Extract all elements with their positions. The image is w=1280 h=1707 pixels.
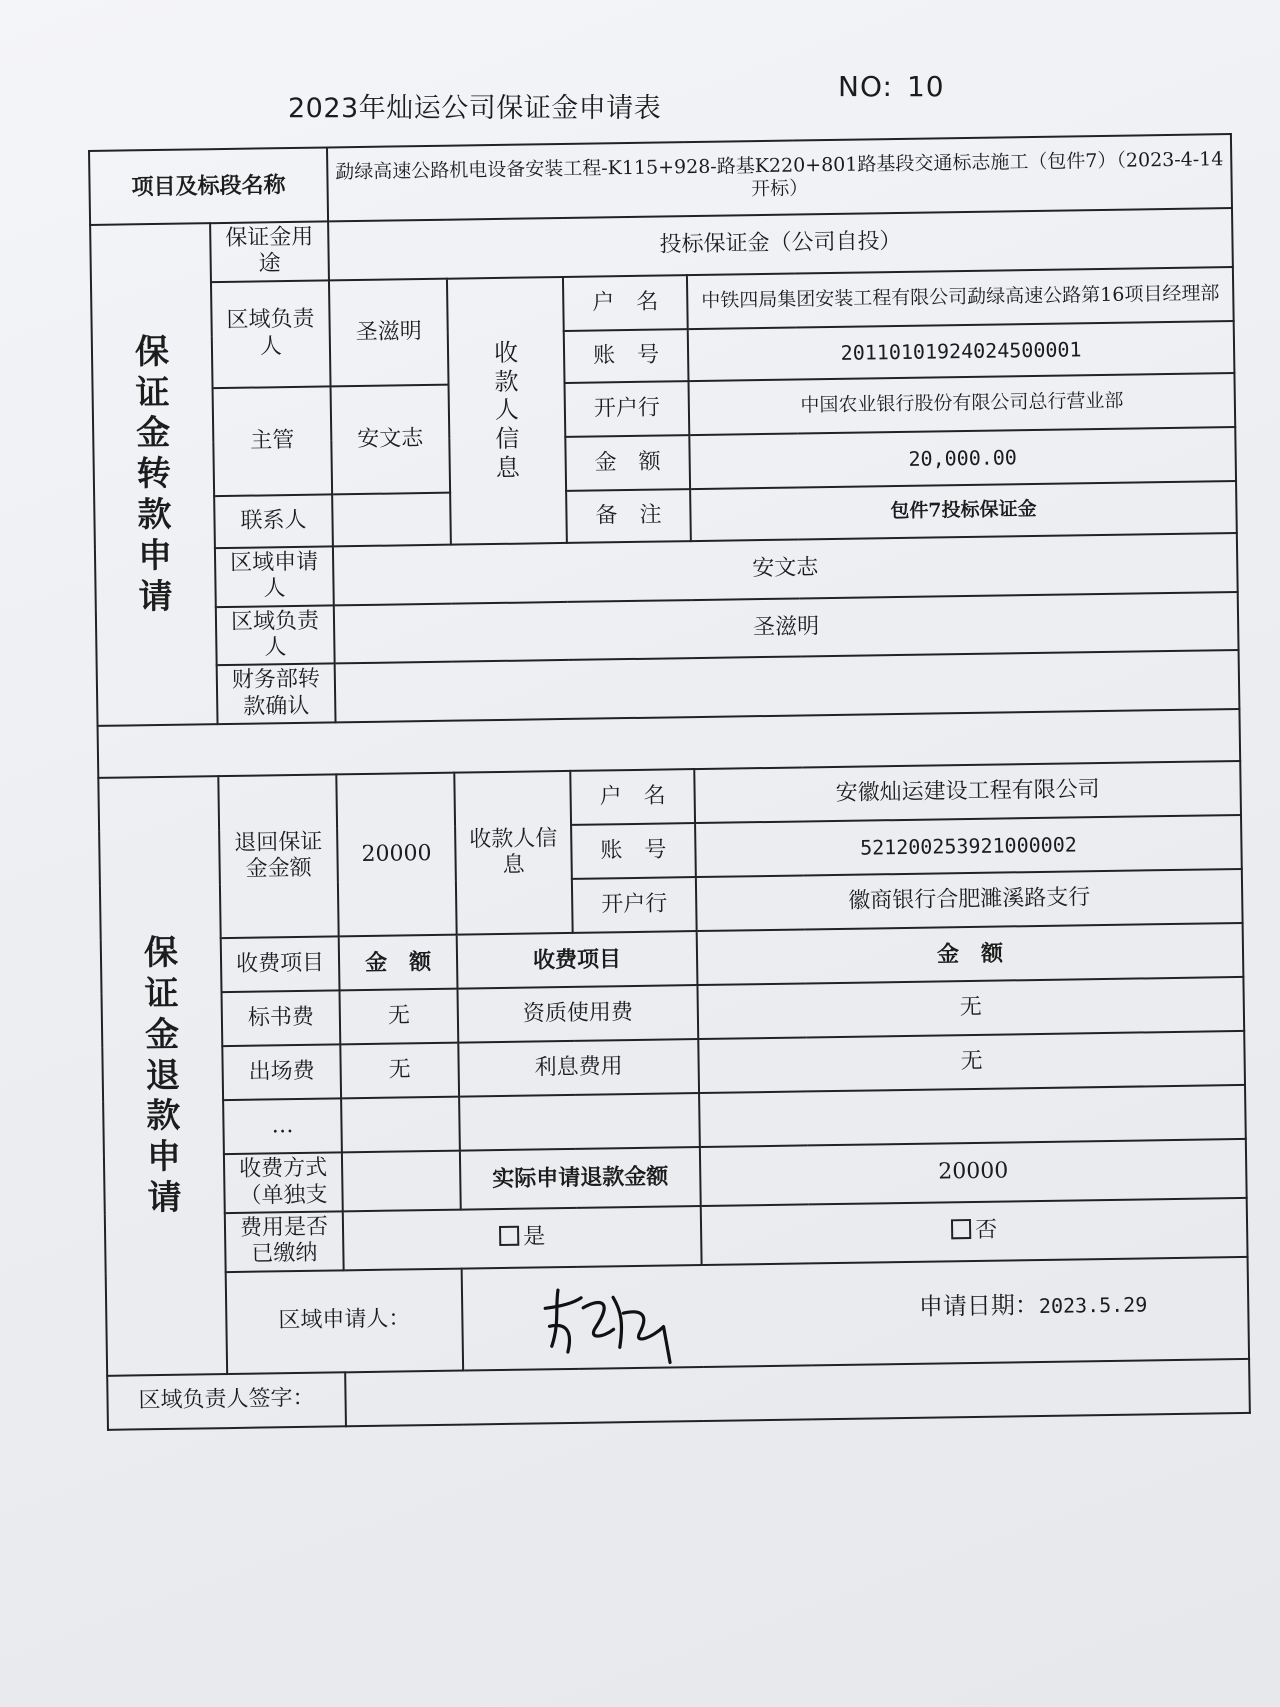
refund-account-number-label: 账 号 [571, 823, 696, 879]
supervisor-label: 主管 [213, 386, 333, 496]
fee-paid-yes-option[interactable] [343, 1206, 702, 1270]
handwritten-signature [463, 1266, 714, 1370]
form-number-label: NO: [838, 70, 893, 103]
no-checkbox-label: 否 [974, 1217, 998, 1244]
applicant-value: 安文志 [333, 533, 1238, 605]
fee-amount-header-2: 金 额 [697, 923, 1244, 985]
account-name-label: 户 名 [563, 275, 688, 331]
region-head-value: 圣滋明 [329, 278, 449, 386]
purpose-value: 投标保证金（公司自投） [328, 208, 1233, 280]
fee-amount-2: 无 [697, 977, 1244, 1039]
account-number-label: 账 号 [564, 329, 689, 383]
fee-item-2: 资质使用费 [457, 985, 698, 1043]
apply-date [919, 1289, 1148, 1321]
amount-label: 金 额 [565, 435, 690, 491]
fee-amount: 无 [340, 989, 459, 1045]
fee-item-header: 收费项目 [221, 936, 340, 992]
refund-applicant-label: 区域申请人： [226, 1268, 464, 1373]
refund-section-label: 保 证 金 退 款 申 请 [98, 776, 227, 1375]
fee-paid-label: 费用是否已缴纳 [225, 1211, 344, 1272]
pay-method-label: 收费方式（单独支 [224, 1152, 343, 1213]
fee-item-2 [459, 1093, 700, 1151]
account-name-value: 中铁四局集团安装工程有限公司勐绿高速公路第16项目经理部 [687, 267, 1234, 329]
fee-amount-2 [699, 1085, 1246, 1147]
purpose-label: 保证金用途 [210, 221, 329, 282]
refund-applicant-signature-cell [462, 1257, 1249, 1371]
supervisor-value: 安文志 [331, 384, 451, 494]
finance-confirm-label: 财务部转款确认 [217, 664, 336, 725]
form-number-value: 10 [906, 70, 945, 103]
transfer-section-label: 保 证 金 转 款 申 请 [90, 223, 217, 726]
region-head-sign-label: 区域负责人签字： [107, 1372, 346, 1430]
region-head2-label: 区域负责人 [216, 605, 335, 666]
project-name-label: 项目及标段名称 [89, 147, 328, 225]
fee-amount: 无 [340, 1043, 459, 1099]
form-table [88, 133, 1251, 1431]
apply-date-label: 申请日期： [918, 1290, 1040, 1321]
contact-label: 联系人 [214, 494, 333, 548]
bank-value: 中国农业银行股份有限公司总行营业部 [689, 373, 1236, 435]
no-checkbox[interactable] [951, 1219, 971, 1239]
refund-account-number-value: 521200253921000002 [695, 815, 1242, 877]
region-head2-value: 圣滋明 [334, 592, 1239, 664]
fee-paid-no-option[interactable] [701, 1198, 1248, 1265]
return-amount-label: 退回保证金金额 [218, 775, 338, 939]
refund-bank-value: 徽商银行合肥濉溪路支行 [696, 869, 1243, 931]
form-number [838, 70, 945, 103]
remark-value: 包件7投标保证金 [690, 481, 1237, 541]
refund-account-name-value: 安徽灿运建设工程有限公司 [694, 761, 1241, 823]
amount-value: 20,000.00 [689, 427, 1236, 489]
contact-value [332, 492, 451, 546]
fee-item: 标书费 [222, 990, 341, 1046]
pay-method-value [342, 1151, 461, 1212]
fee-amount-2: 无 [698, 1031, 1245, 1093]
account-number-value: 20110101924024500001 [688, 321, 1235, 381]
refund-payee-label: 收款人信息 [454, 771, 572, 935]
fee-amount-header: 金 额 [339, 935, 458, 991]
remark-label: 备 注 [566, 489, 691, 543]
apply-date-value: 2023.5.29 [1038, 1292, 1148, 1318]
fee-item-header-2: 收费项目 [457, 931, 698, 989]
actual-refund-label: 实际申请退款金额 [460, 1147, 701, 1209]
form-title: 2023年灿运公司保证金申请表 [288, 93, 662, 124]
actual-refund-value: 20000 [700, 1139, 1247, 1206]
yes-checkbox-label: 是 [522, 1224, 546, 1250]
bank-label: 开户行 [565, 381, 690, 437]
refund-account-name-label: 户 名 [570, 769, 695, 825]
return-amount-value: 20000 [336, 773, 456, 937]
applicant-label: 区域申请人 [215, 546, 334, 607]
refund-bank-label: 开户行 [572, 877, 697, 933]
fee-amount [341, 1097, 460, 1153]
form-sheet [88, 133, 1249, 1472]
project-name-value: 勐绿高速公路机电设备安装工程-K115+928-路基K220+801路基段交通标志施工（包件7）（2023-4-14开标） [327, 134, 1232, 221]
fee-item: … [223, 1098, 342, 1154]
region-head-label: 区域负责人 [211, 280, 331, 388]
yes-checkbox[interactable] [499, 1226, 519, 1246]
fee-item-2: 利息费用 [458, 1039, 699, 1097]
fee-item: 出场费 [222, 1044, 341, 1100]
payee-info-label: 收 款 人 信 息 [447, 277, 567, 545]
